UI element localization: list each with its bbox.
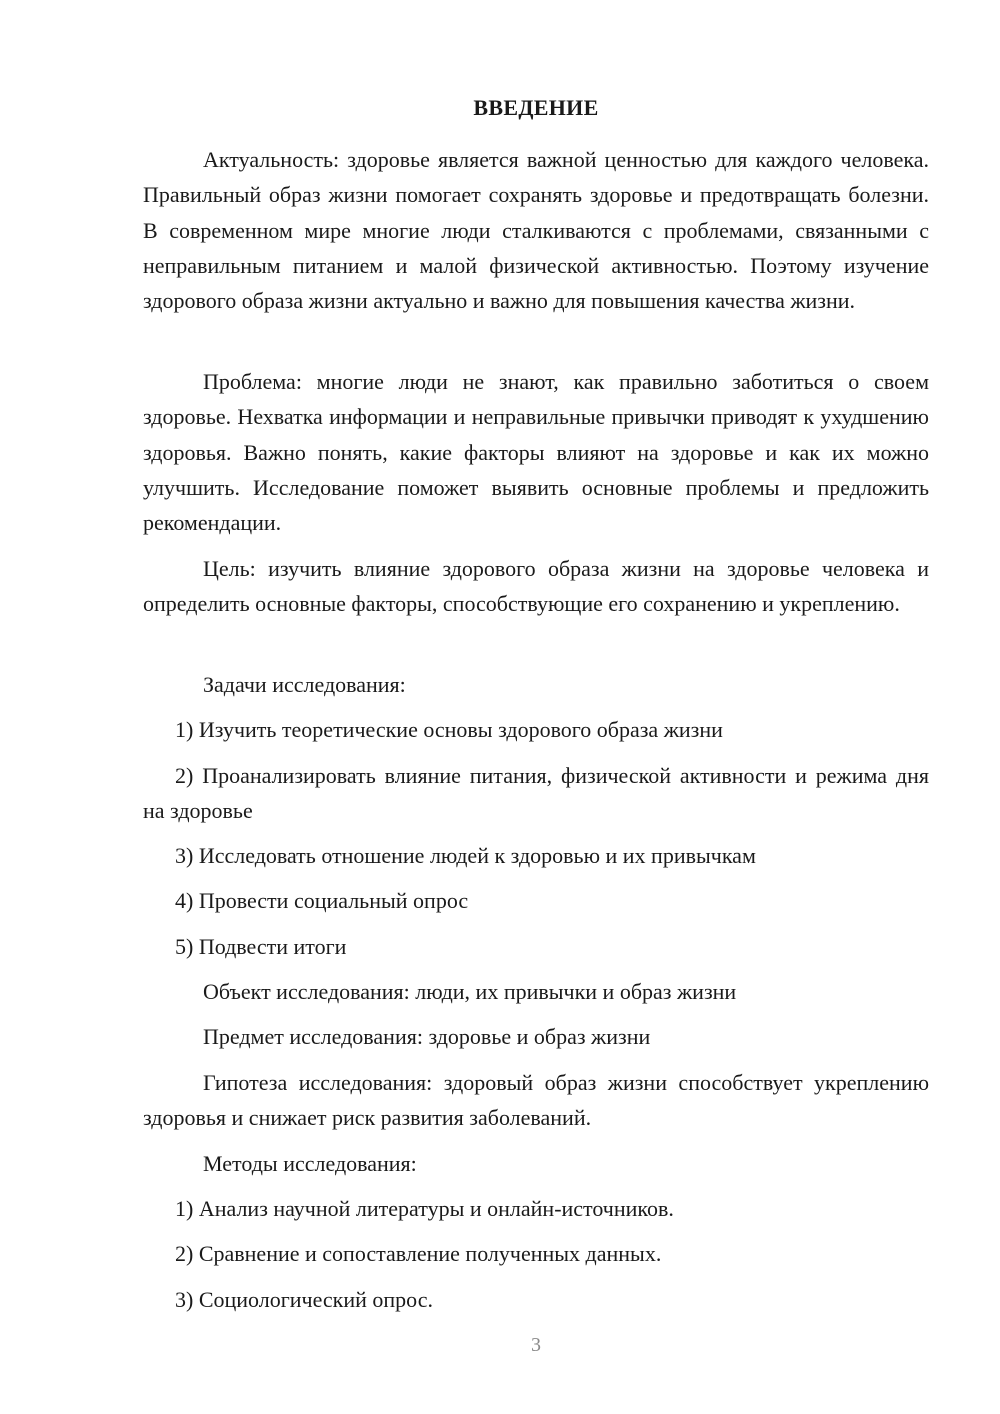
paragraph-subject: Предмет исследования: здоровье и образ жизни — [203, 1024, 651, 1049]
paragraph-problem: Проблема: многие люди не знают, как правильно заботиться о своем здоровье. Нехватка информации и неправильные привычки приводят к ухудшению здоровья. Важно понять, какие факторы влияют на здоровье и как их можно улучшить. Исследование поможет выявить основные проблемы и предложить рекомендации. — [143, 369, 929, 536]
task-item-4: 4) Провести социальный опрос — [175, 888, 469, 913]
task-item-1: 1) Изучить теоретические основы здорового образа жизни — [175, 717, 723, 742]
method-item-2: 2) Сравнение и сопоставление полученных данных. — [175, 1241, 662, 1266]
paragraph-relevance: Актуальность: здоровье является важной ценностью для каждого человека. Правильный образ жизни помогает сохранять здоровье и предотвращать болезни. В современном мире многие люди сталкиваются с проблемами, связанными с неправильным питанием и малой физической активностью. Поэтому изучение здорового образа жизни актуально и важно для повышения качества жизни. — [143, 147, 929, 314]
method-item-1: 1) Анализ научной литературы и онлайн-источников. — [175, 1196, 674, 1221]
task-item-2: 2) Проанализировать влияние питания, физической активности и режима дня на здоровье — [143, 763, 929, 824]
task-item-5: 5) Подвести итоги — [175, 934, 347, 959]
methods-heading: Методы исследования: — [203, 1151, 417, 1176]
paragraph-goal: Цель: изучить влияние здорового образа жизни на здоровье человека и определить основные факторы, способствующие его сохранению и укреплению. — [143, 556, 929, 617]
tasks-heading: Задачи исследования: — [203, 672, 406, 697]
section-title: ВВЕДЕНИЕ — [473, 95, 599, 120]
method-item-3: 3) Социологический опрос. — [175, 1287, 433, 1312]
page-number: 3 — [531, 1334, 541, 1356]
task-item-3: 3) Исследовать отношение людей к здоровью и их привычкам — [175, 843, 756, 868]
paragraph-hypothesis: Гипотеза исследования: здоровый образ жизни способствует укреплению здоровья и снижает риск развития заболеваний. — [143, 1070, 929, 1131]
paragraph-object: Объект исследования: люди, их привычки и образ жизни — [203, 979, 737, 1004]
